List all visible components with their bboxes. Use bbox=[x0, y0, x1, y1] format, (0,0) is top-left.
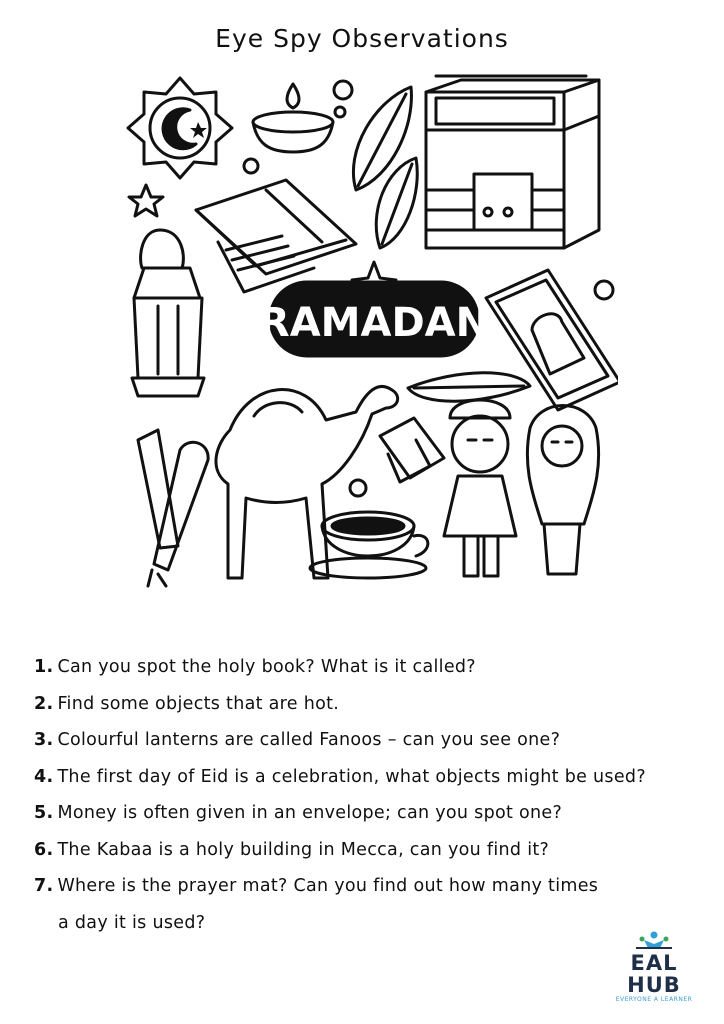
star-icon bbox=[129, 185, 163, 216]
holy-book-icon bbox=[196, 180, 356, 292]
list-item: 7. Where is the prayer mat? Can you find out how many times bbox=[34, 876, 599, 896]
crescent-star-icon bbox=[128, 78, 232, 178]
banner-text: RAMADAN bbox=[258, 300, 490, 346]
list-item: 2. Find some objects that are hot. bbox=[34, 693, 340, 714]
question-list bbox=[34, 655, 714, 947]
bubble bbox=[350, 480, 366, 496]
list-item: 1. Can you spot the holy book? What is it called? bbox=[34, 657, 476, 677]
page-title: Eye Spy Observations bbox=[215, 24, 509, 53]
lantern-icon bbox=[132, 230, 204, 396]
list-item: 5. Money is often given in an envelope; can you spot one? bbox=[34, 803, 563, 823]
list-item: 6. The Kabaa is a holy building in Mecca, can you find it? bbox=[34, 839, 550, 860]
camel-icon bbox=[216, 386, 398, 578]
list-item: 3. Colourful lanterns are called Fanoos – can you see one? bbox=[34, 730, 561, 750]
candle-icon bbox=[253, 84, 333, 152]
prayer-mat-icon bbox=[486, 270, 618, 410]
leaf-icon bbox=[353, 87, 411, 190]
logo-brand: EAL HUB bbox=[627, 951, 681, 997]
ramadan-illustration bbox=[118, 70, 618, 590]
firework-icon bbox=[138, 430, 208, 586]
boy-icon bbox=[444, 400, 516, 576]
leaf-icon bbox=[408, 373, 530, 402]
bubble bbox=[335, 107, 345, 117]
logo-tagline: EVERYONE A LEARNER bbox=[615, 996, 693, 1003]
list-item-continuation: a day it is used? bbox=[58, 912, 206, 933]
ramadan-banner bbox=[259, 282, 489, 356]
girl-icon bbox=[527, 406, 598, 575]
bubble bbox=[334, 81, 352, 99]
envelope-icon bbox=[380, 418, 444, 482]
bubble bbox=[244, 159, 258, 173]
kaaba-icon bbox=[426, 76, 599, 248]
eal-hub-logo bbox=[606, 930, 702, 1003]
list-item: 4. The first day of Eid is a celebration, what objects might be used? bbox=[34, 766, 646, 787]
bubble bbox=[595, 281, 613, 299]
logo-figures-icon bbox=[632, 930, 676, 952]
